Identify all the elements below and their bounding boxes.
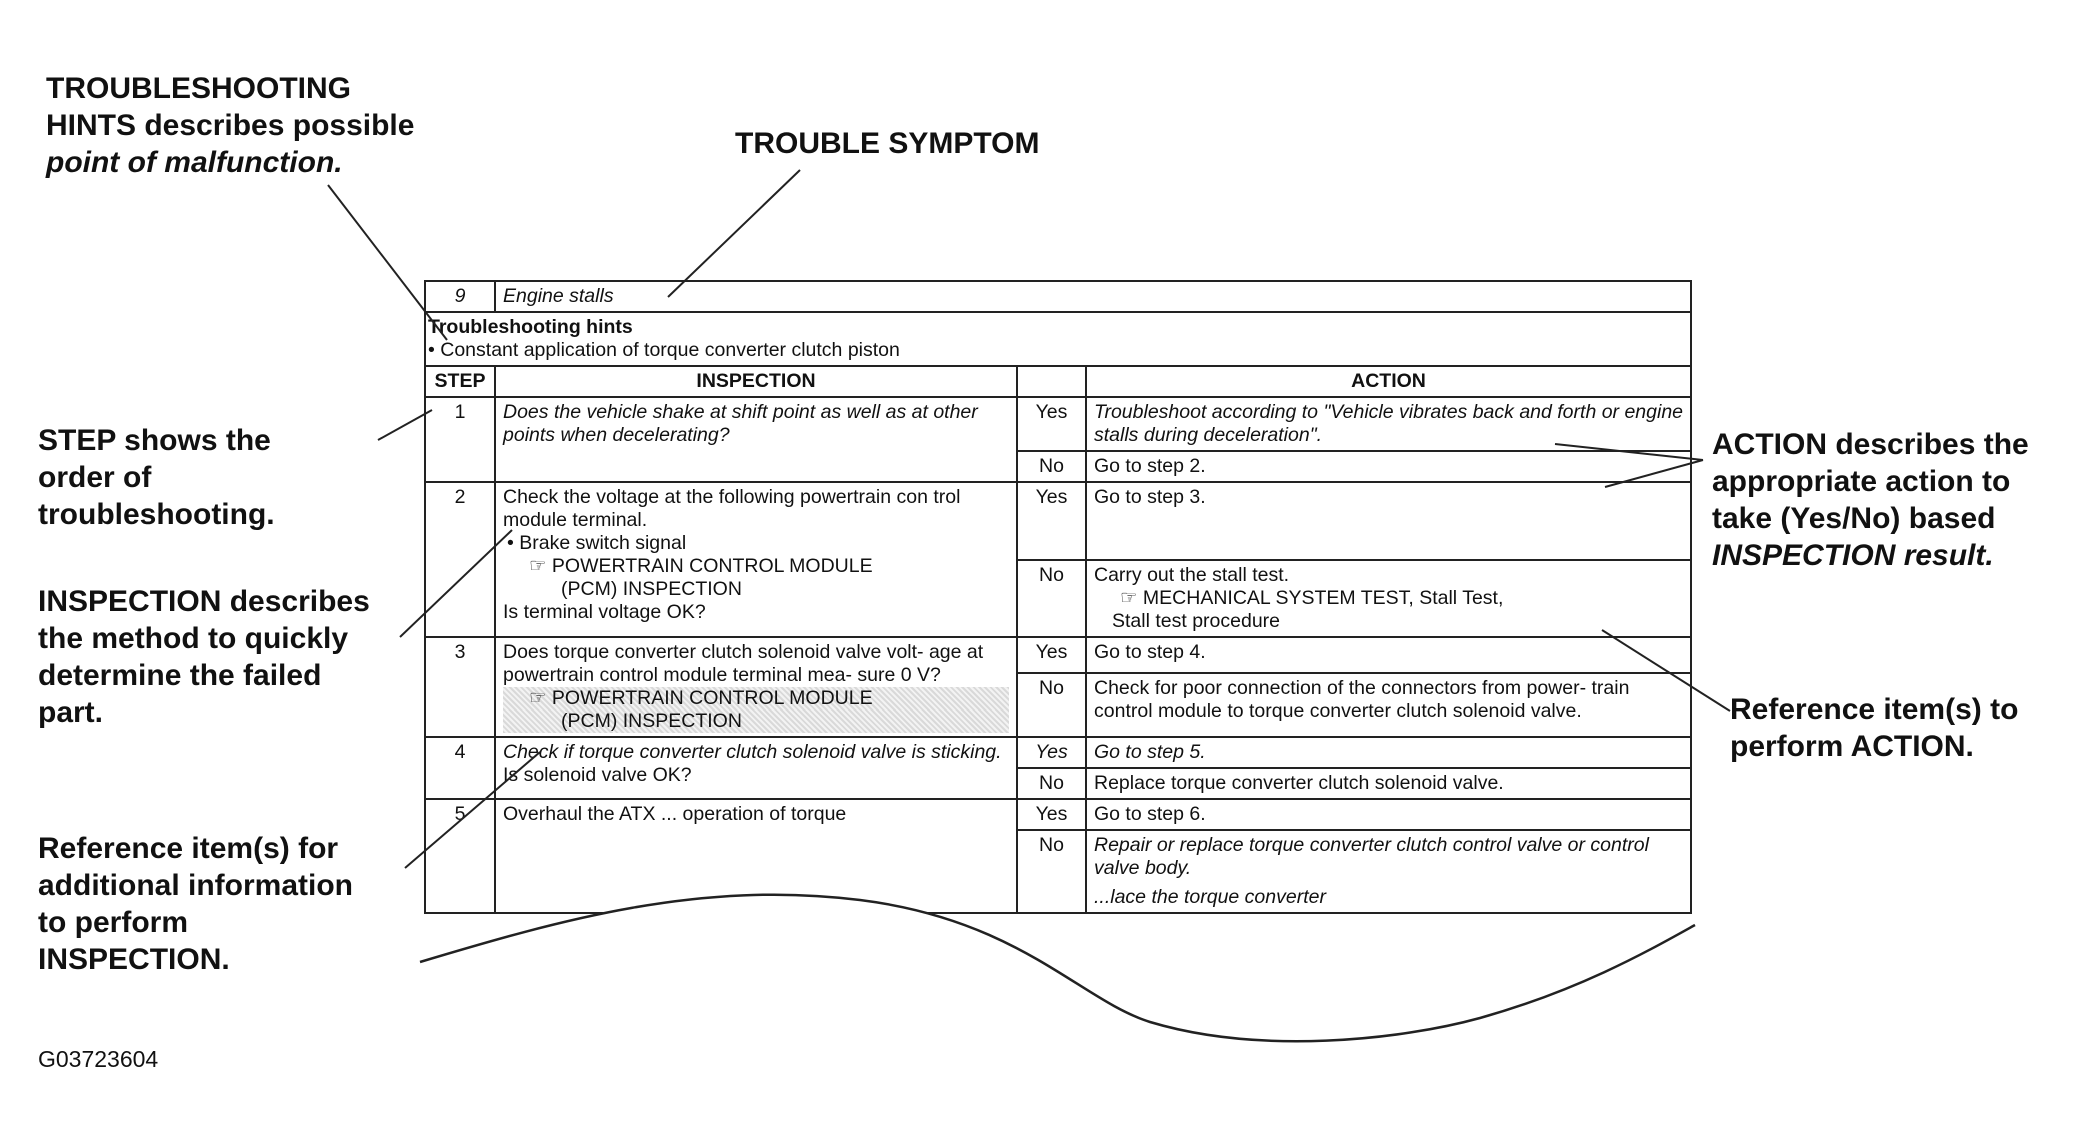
callout-line: TROUBLE SYMPTOM [735,127,1040,160]
step-number: 2 [425,482,495,637]
callout-line: INSPECTION. [38,943,230,976]
step-number: 4 [425,737,495,799]
inspection-question: Is solenoid valve OK? [503,764,692,786]
hints-item: Constant application of torque converter clutch piston [440,339,900,361]
yes-label: Yes [1017,482,1086,560]
callout-line: TROUBLESHOOTING [46,72,351,105]
yes-action: Go to step 3. [1086,482,1691,560]
callout-line: ACTION describes the [1712,428,2029,461]
inspection-text: Check the voltage at the following powertrain con trol module terminal. [503,486,961,531]
callout-line: point of malfunction. [46,146,343,179]
symptom-title: Engine stalls [495,281,1691,312]
callout-line: part. [38,696,104,729]
yes-label: Yes [1017,637,1086,673]
inspection-question: Is terminal voltage OK? [503,601,706,623]
inspection-bullet: Brake switch signal [519,532,687,554]
callout-line: determine the failed [38,659,322,692]
yes-label: Yes [1017,799,1086,830]
reference-arrow-icon: ☞ [529,555,552,577]
figure-id: G03723604 [38,1046,159,1072]
callout-line: appropriate action to [1712,465,2011,498]
reference-item: MECHANICAL SYSTEM TEST, Stall Test, [1142,587,1504,609]
callout-line: INSPECTION describes [38,585,370,618]
yes-action: Troubleshoot according to "Vehicle vibrates back and forth or engine stalls during deceleration". [1086,397,1691,451]
inspection-text: Overhaul the ATX ... operation of torque [495,799,1017,913]
callout-line: Reference item(s) to [1730,693,2019,726]
no-label: No [1017,673,1086,737]
callout-line: HINTS describes possible [46,109,415,142]
hints-bullet-icon: • [428,339,441,361]
hints-title: Troubleshooting hints [428,316,633,338]
callout-line: take (Yes/No) based [1712,502,1996,535]
no-label: No [1017,560,1086,637]
reference-item: POWERTRAIN CONTROL MODULE [551,687,873,709]
callout-line: Reference item(s) for [38,832,339,865]
yes-action: Go to step 6. [1086,799,1691,830]
callout-line: perform ACTION. [1730,730,1974,763]
yes-action: Go to step 4. [1086,637,1691,673]
no-label: No [1017,830,1086,913]
header-inspection: INSPECTION [495,366,1017,397]
reference-arrow-icon: ☞ [1120,587,1143,609]
no-label: No [1017,768,1086,799]
inspection-text: Does the vehicle shake at shift point as well as at other points when decelerating? [495,397,1017,482]
yes-action: Go to step 5. [1086,737,1691,768]
no-action: Repair or replace torque converter clutch control valve or control valve body. [1094,834,1649,879]
no-action: Replace torque converter clutch solenoid valve. [1086,768,1691,799]
inspection-text: Does torque converter clutch solenoid valve volt- age at powertrain control module terminal mea- sure 0 V? [503,641,984,686]
callout-line: troubleshooting. [38,498,275,531]
reference-item: (PCM) INSPECTION [503,710,1009,733]
symptom-number: 9 [425,281,495,312]
header-step: STEP [425,366,495,397]
step-number: 5 [425,799,495,913]
yes-label: Yes [1017,397,1086,451]
no-label: No [1017,451,1086,482]
reference-item: (PCM) INSPECTION [561,578,742,600]
callout-line: order of [38,461,152,494]
step-number: 3 [425,637,495,737]
callout-line: to perform [38,906,188,939]
reference-item: Stall test procedure [1112,610,1281,632]
yes-label: Yes [1017,737,1086,768]
no-action: Carry out the stall test. [1094,564,1290,586]
callout-line: additional information [38,869,353,902]
callout-line: STEP shows the [38,424,271,457]
header-action: ACTION [1086,366,1691,397]
no-action: Go to step 2. [1086,451,1691,482]
no-action: Check for poor connection of the connectors from power- train control module to torque converter clutch solenoid valve. [1086,673,1691,737]
callout-line: INSPECTION result. [1712,539,1994,572]
step-number: 1 [425,397,495,482]
trailing-action: ...lace the torque converter [1094,886,1326,908]
reference-item: POWERTRAIN CONTROL MODULE [551,555,873,577]
callout-line: the method to quickly [38,622,349,655]
reference-arrow-icon: ☞ [529,687,552,709]
bullet-icon: • [507,532,520,554]
inspection-text: Check if torque converter clutch solenoid valve is sticking. [503,741,1002,763]
